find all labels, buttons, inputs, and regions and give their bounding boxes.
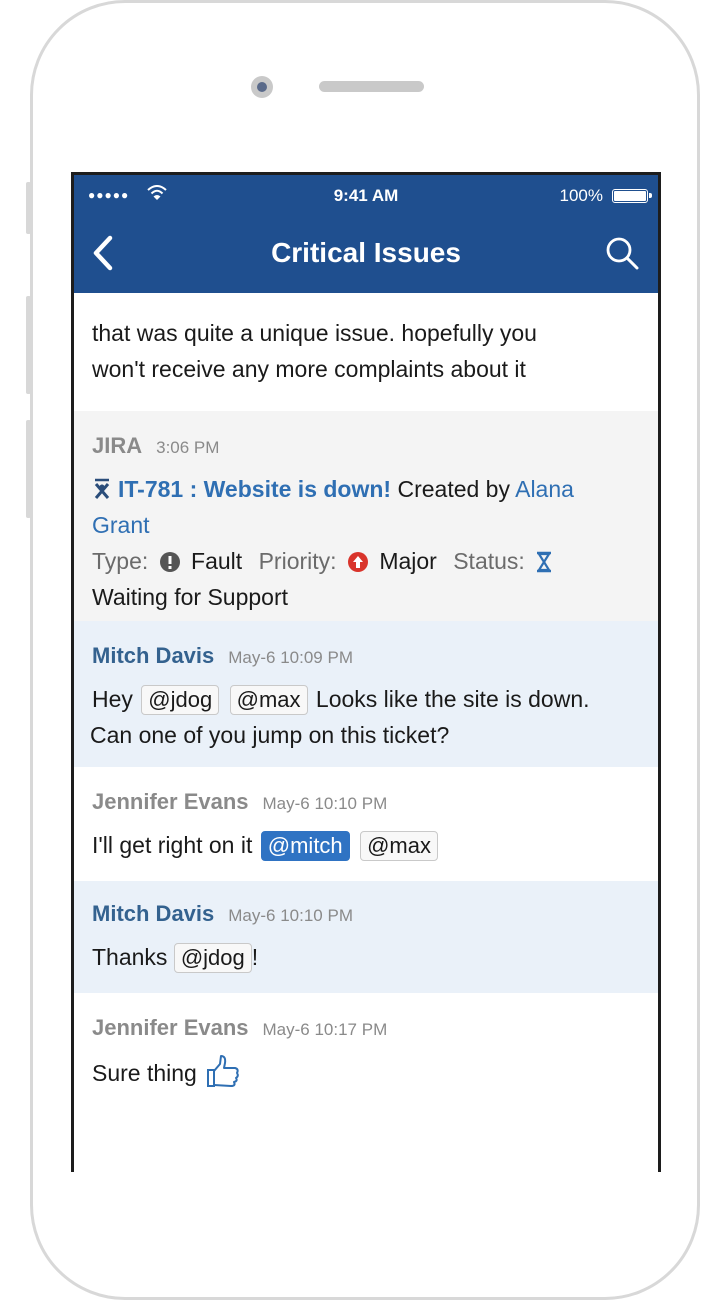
- chat-message: [74, 767, 658, 881]
- sender-name[interactable]: Mitch Davis: [92, 643, 215, 668]
- hourglass-icon: [535, 551, 553, 573]
- status-bar: [74, 175, 658, 219]
- chat-message: [74, 621, 658, 767]
- type-value: Fault: [191, 548, 243, 574]
- timestamp: 3:06 PM: [156, 438, 220, 457]
- jira-message: [74, 411, 658, 621]
- timestamp: May-6 10:09 PM: [228, 648, 353, 667]
- search-button[interactable]: [604, 235, 640, 271]
- message-text-fragment: Hey: [92, 686, 133, 712]
- search-icon: [608, 239, 637, 268]
- message-continuation: [74, 293, 658, 411]
- mention-chip[interactable]: @jdog: [174, 943, 252, 973]
- status-time: 9:41 AM: [333, 186, 399, 205]
- message-text-fragment: I'll get right on it: [92, 832, 253, 858]
- chat-message: [74, 881, 658, 993]
- message-text-fragment: Looks like the site is down.: [315, 686, 590, 712]
- issue-fields: [92, 543, 640, 579]
- type-label: Type:: [92, 548, 149, 574]
- message-text-line: Can one of you jump on this ticket?: [90, 722, 450, 748]
- message-text-fragment: !: [251, 944, 259, 970]
- message-text-line: that was quite a unique issue. hopefully you: [92, 320, 537, 346]
- message-header: [92, 639, 640, 673]
- front-camera: [251, 76, 273, 98]
- sender-name[interactable]: Mitch Davis: [92, 901, 215, 926]
- status-value: Waiting for Support: [92, 584, 289, 610]
- navigation-bar: [74, 175, 658, 293]
- page-title: Critical Issues: [271, 237, 461, 268]
- message-list[interactable]: [74, 293, 658, 1133]
- message-text: [92, 1053, 640, 1091]
- sender-name[interactable]: Jennifer Evans: [92, 789, 249, 814]
- timestamp: May-6 10:10 PM: [228, 906, 353, 925]
- message-header: [92, 785, 640, 819]
- message-text-line: won't receive any more complaints about it: [92, 356, 526, 382]
- timestamp: May-6 10:10 PM: [262, 794, 388, 813]
- earpiece-speaker: [319, 81, 424, 92]
- signal-strength: ●●●●●: [88, 188, 130, 202]
- message-text-fragment: Sure thing: [92, 1060, 197, 1086]
- volume-down-button: [26, 420, 31, 518]
- mention-chip-self[interactable]: @mitch: [261, 831, 350, 861]
- battery-icon: [612, 189, 648, 203]
- message-text: [92, 939, 640, 975]
- status-label: Status:: [453, 548, 525, 574]
- issue-link[interactable]: IT-781 : Website is down!: [118, 476, 392, 502]
- volume-up-button: [26, 296, 31, 394]
- priority-major-icon: [347, 551, 369, 573]
- priority-label: Priority:: [258, 548, 337, 574]
- mention-chip[interactable]: @jdog: [141, 685, 219, 715]
- created-by-label: Created by: [397, 476, 510, 502]
- chat-message: [74, 993, 658, 1133]
- screen: [71, 172, 661, 1172]
- creator-link[interactable]: Grant: [92, 512, 150, 538]
- sender-name[interactable]: JIRA: [92, 433, 143, 458]
- fault-icon: [159, 551, 181, 573]
- message-header: [92, 429, 640, 463]
- message-text-fragment: Thanks: [92, 944, 168, 970]
- jira-issue-icon: [92, 478, 112, 500]
- sender-name[interactable]: Jennifer Evans: [92, 1015, 249, 1040]
- message-text-line: [92, 507, 640, 543]
- message-header: [92, 897, 640, 931]
- message-text: [92, 681, 640, 717]
- message-header: [92, 1011, 640, 1045]
- mute-switch: [26, 182, 31, 234]
- mention-chip[interactable]: @max: [360, 831, 438, 861]
- priority-value: Major: [379, 548, 437, 574]
- timestamp: May-6 10:17 PM: [262, 1020, 388, 1039]
- battery-percentage: 100%: [559, 186, 603, 205]
- jira-issue-summary: [92, 471, 640, 507]
- creator-link[interactable]: Alana: [515, 476, 574, 502]
- thumbs-up-icon: [205, 1053, 241, 1089]
- mention-chip[interactable]: @max: [230, 685, 308, 715]
- message-text: [92, 827, 640, 863]
